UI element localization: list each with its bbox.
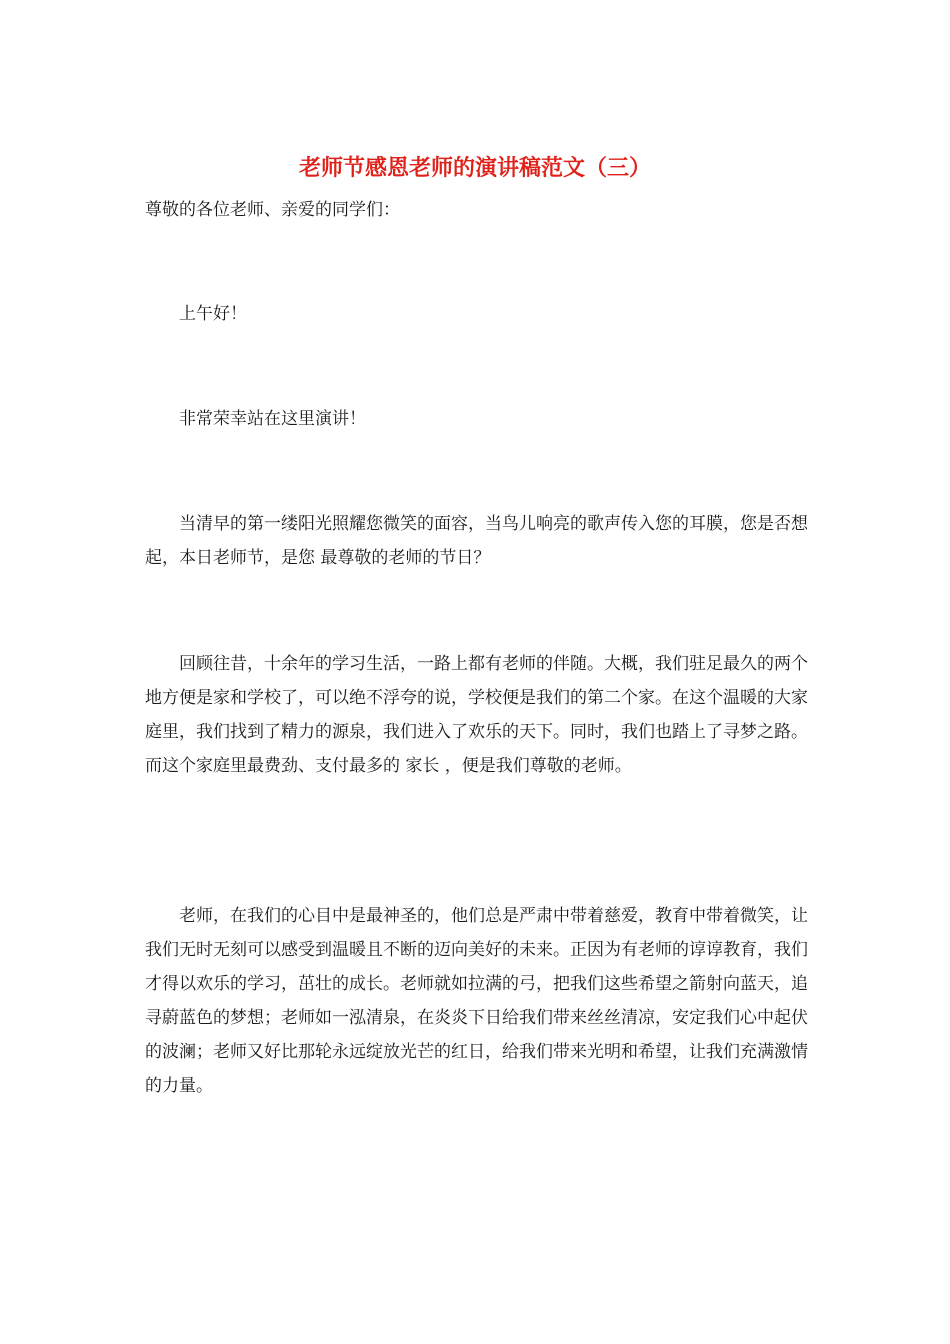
- salutation: 尊敬的各位老师、亲爱的同学们：: [145, 200, 400, 220]
- paragraph-recollection: 回顾往昔，十余年的学习生活，一路上都有老师的伴随。大概，我们驻足最久的两个地方便是家和学校了，可以绝不浮夸的说，学校便是我们的第二个家。在这个温暖的大家庭里，我们找到了精力的源泉，我们进入了欢乐的天下。同时，我们也踏上了寻梦之路。而这个家庭里最费劲、支付最多的 家长 ，便是我们尊敬的老师。: [145, 654, 808, 776]
- paragraph-morning: 当清早的第一缕阳光照耀您微笑的面容，当鸟儿响亮的歌声传入您的耳膜，您是否想起，本日老师节，是您 最尊敬的老师的节日？: [145, 514, 808, 568]
- paragraph-honor: 非常荣幸站在这里演讲！: [179, 409, 366, 429]
- document-title: 老师节感恩老师的演讲稿范文（三）: [298, 155, 651, 181]
- paragraph-greeting: 上午好！: [179, 304, 247, 324]
- paragraph-teacher: 老师，在我们的心目中是最神圣的，他们总是严肃中带着慈爱，教育中带着微笑，让我们无时无刻可以感受到温暖且不断的迈向美好的未来。正因为有老师的谆谆教育，我们才得以欢乐的学习，茁壮的成长。老师就如拉满的弓，把我们这些希望之箭射向蓝天，追寻蔚蓝色的梦想；老师如一泓清泉，在炎炎下日给我们带来丝丝清凉，安定我们心中起伏的波澜；老师又好比那轮永远绽放光芒的红日，给我们带来光明和希望，让我们充满激情的力量。: [145, 906, 808, 1096]
